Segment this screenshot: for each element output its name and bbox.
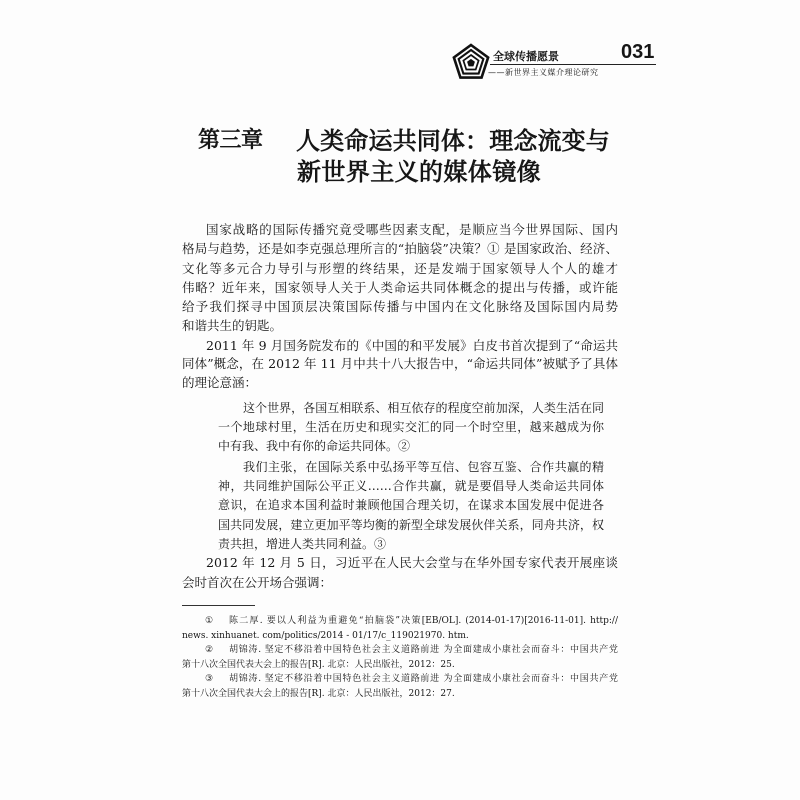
quote-line: 一个地球村里，生活在历史和现实交汇的同一个时空里，越来越成为你 — [218, 420, 604, 435]
body-line: 格局与趋势，还是如李克强总理所言的“拍脑袋”决策？① 是国家政治、经济、 — [182, 241, 618, 257]
footnotes — [182, 614, 618, 702]
body-line: 的理论意涵： — [182, 374, 258, 390]
footnote-text: 胡锦涛. 坚定不移沿着中国特色社会主义道路前进 为全面建成小康社会而奋斗：中国共产党 — [229, 645, 618, 656]
body-line: 同体”概念，在 2012 年 11 月中共十八大报告中，“命运共同体”被赋予了具体 — [182, 356, 618, 372]
quote-line: 我们主张，在国际关系中弘扬平等互信、包容互鉴、合作共赢的精 — [243, 459, 604, 474]
footnote-marker: ① — [205, 616, 214, 626]
body-paragraph — [182, 220, 618, 336]
footnote-line: 第十八次全国代表大会上的报告[R]. 北京：人民出版社，2012：27. — [182, 688, 455, 699]
footnote-line: 第十八次全国代表大会上的报告[R]. 北京：人民出版社，2012：25. — [182, 659, 455, 670]
footnote-text: 陈二厚. 要以人利益为重避免“拍脑袋”决策[EB/OL]. (2014-01-17)[2016-11-01]. http:// — [229, 616, 618, 626]
chapter-title-line: 人类命运共同体：理念流变与 — [296, 127, 610, 155]
pentagon-logo-icon — [451, 42, 491, 82]
quote-line: 中有我、我中有你的命运共同体。② — [218, 439, 411, 454]
block-quote — [218, 399, 604, 457]
quote-line: 这个世界，各国互相联系、相互依存的程度空前加深，人类生活在同 — [243, 401, 604, 415]
body-line: 给予我们探寻中国顶层决策国际传播与中国内在文化脉络及国际国内局势 — [182, 299, 618, 315]
quote-line: 神，共同维护国际公平正义……合作共赢，就是要倡导人类命运共同体 — [218, 478, 604, 493]
body-line: 2012 年 12 月 5 日，习近平在人民大会堂与在华外国专家代表开展座谈 — [206, 555, 618, 570]
body-line: 和谐共生的钥匙。 — [182, 318, 283, 334]
chapter-label: 第三章 — [198, 128, 263, 153]
footnote-rule — [182, 605, 255, 606]
quote-line: 国共同发展，建立更加平等均衡的新型全球发展伙伴关系，同舟共济，权 — [218, 517, 604, 532]
body-paragraph — [182, 553, 618, 592]
page-number: 031 — [621, 41, 655, 63]
footnote-marker: ③ — [205, 674, 214, 685]
footnote-line: news. xinhuanet. com/politics/2014 - 01/17/c_119021970. htm. — [182, 630, 469, 641]
quote-line: 责共担，增进人类共同利益。③ — [218, 537, 387, 552]
header-rule — [490, 64, 656, 65]
footnote-line — [205, 672, 618, 687]
body-line: 国家战略的国际传播究竟受哪些因素支配，是顺应当今世界国际、国内 — [206, 222, 618, 237]
footnote-text: 胡锦涛. 坚定不移沿着中国特色社会主义道路前进 为全面建成小康社会而奋斗：中国共产党 — [229, 674, 618, 685]
block-quote — [218, 458, 604, 555]
footnote-line — [205, 614, 618, 629]
quote-line: 意识，在追求本国利益时兼顾他国合理关切，在谋求本国发展中促进各 — [218, 498, 604, 513]
body-paragraph — [182, 337, 618, 393]
footnote-marker: ② — [205, 645, 214, 656]
chapter-title-line: 新世界主义的媒体镜像 — [297, 158, 541, 186]
body-line: 文化等多元合力导引与形塑的终结果，还是发端于国家领导人个人的雄才 — [182, 260, 618, 276]
body-line: 会时首次在公开场合强调： — [182, 574, 333, 590]
series-subtitle: ——新世界主义媒介理论研究 — [488, 68, 599, 77]
body-line: 伟略？近年来，国家领导人关于人类命运共同体概念的提出与传播，或许能 — [182, 279, 618, 295]
series-title: 全球传播愿景 — [493, 50, 559, 63]
body-line: 2011 年 9 月国务院发布的《中国的和平发展》白皮书首次提到了“命运共 — [206, 337, 618, 353]
footnote-line — [205, 643, 618, 658]
